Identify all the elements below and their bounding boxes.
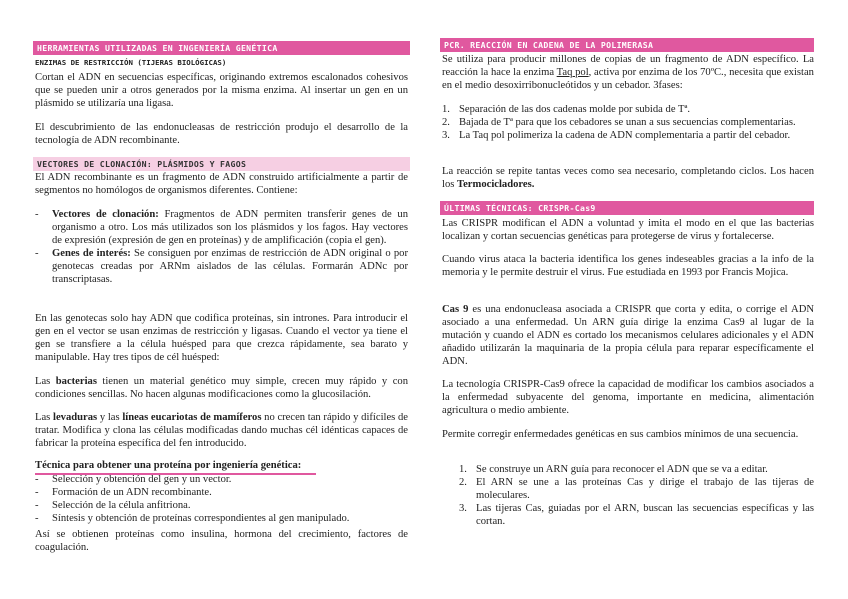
section-header-pcr: PCR. REACCIÓN EN CADENA DE LA POLIMERASA: [440, 38, 814, 52]
list-item: 3. La Taq pol polimeriza la cadena de ADN complementaria a partir del cebador.: [442, 129, 791, 141]
paragraph-crispr: Las CRISPR modifican el ADN a voluntad y imita el modo en el que las bacterias localizan y cortan secuencias genéticas para protegerse de virus y fortalecerse.: [442, 218, 814, 242]
list-crispr-steps: [459, 464, 814, 529]
paragraph-proteinas: Así se obtienen proteínas como insulina, hormona del crecimiento, factores de coagulación.: [35, 529, 408, 553]
section-header-vectores: VECTORES DE CLONACIÓN: PLÁSMIDOS Y FAGOS: [33, 157, 410, 171]
paragraph-enzimas: Cortan el ADN en secuencias específicas, originando extremos escalonados cohesivos que se pueden unir a otros generados por la misma enzima. Al insertar un gen en un plásmido se utilizaría una ligasa.: [35, 72, 408, 109]
paragraph-cas9: Cas 9 es una endonucleasa asociada a CRISPR que corta y edita, o corrige el ADN asociado a una enfermedad. Un ARN guía dirige la enzima Cas9 al lugar de la mutación y cuando el ADN es cortado los mecanismos celulares adicionales y el ADN añadido utilizarán la maquinaria de la propia célula para reparar específicamente el ADN.: [442, 304, 815, 367]
list-item: 2. El ARN se une a las proteínas Cas y dirige el trabajo de las tijeras de moleculares.: [459, 476, 814, 501]
paragraph-corregir: Permite corregir enfermedades genéticas en sus cambios mínimos de una secuencia.: [442, 429, 799, 440]
paragraph-adn-recombinante: El ADN recombinante es un fragmento de ADN construido artificialmente a partir de segmentos no homólogos de organismos diferentes. Contiene:: [35, 172, 408, 196]
list-pcr-phases: [442, 104, 814, 143]
list-item: - Genes de interés: Se consiguen por enzimas de restricción de ADN original o por genotecas creadas por ARNm aislados de las células. Formarán ADNc por transcriptasas.: [35, 247, 409, 285]
list-item: - Síntesis y obtención de proteínas correspondientes al gen manipulado.: [35, 512, 350, 524]
list-item: 3. Las tijeras Cas, guiadas por el ARN, buscan las secuencias específicas y las cortan.: [459, 502, 814, 527]
list-item: 2. Bajada de Tª para que los cebadores se unan a sus secuencias complementarias.: [442, 116, 796, 128]
list-item: - Vectores de clonación: Fragmentos de ADN permiten transferir genes de un organismo a otro. Los más utilizados son los plásmidos y los fagos. Hay vectores de expresión (expresión de gen en proteínas) y de amplificación (copia el gen).: [35, 209, 408, 246]
list-item: 1. Separación de las dos cadenas molde por subida de Tª.: [442, 104, 691, 115]
list-item: - Formación de un ADN recombinante.: [35, 486, 212, 498]
section-header-herramientas: HERRAMIENTAS UTILIZADAS EN INGENIERÍA GENÉTICA: [33, 41, 410, 55]
paragraph-genotecas: En las genotecas solo hay ADN que codifica proteínas, sin intrones. Para introducir el gen en el vector se usan enzimas de restricción y ligasas. Cuando el vector ya tiene el gen se transfiere a la célula huésped para que crezca rápidamente, sea barato y manipulable. Hay tres tipos de cél huésped:: [35, 313, 408, 363]
list-tecnica-steps: [35, 474, 408, 526]
list-item: - Selección de la célula anfitriona.: [35, 499, 191, 511]
paragraph-tecnologia: La tecnología CRISPR-Cas9 ofrece la capacidad de modificar los cambios asociados a la enfermedad subyacente del genoma, importante en medicina, alimentación agricultura o medio ambiente.: [442, 379, 814, 416]
list-item: 1. Se construye un ARN guía para reconocer el ADN que se va a editar.: [459, 464, 768, 475]
list-item: - Selección y obtención del gen y un vector.: [35, 474, 232, 485]
subheader-enzimas: ENZIMAS DE RESTRICCIÓN (TIJERAS BIOLÓGICAS): [35, 58, 227, 67]
paragraph-virus: Cuando virus ataca la bacteria identifica los genes indeseables gracias a la info de la memoria y le permite destruir el virus. Fue estudiada en 1993 por Francis Mojica.: [442, 254, 814, 278]
section-header-crispr: ÚLTIMAS TÉCNICAS: CRISPR-Cas9: [440, 201, 814, 215]
list-contiene: [35, 209, 408, 286]
paragraph-bacterias: Las bacterias tienen un material genético muy simple, crecen muy rápido y con condiciones sencillas. No hacen algunas modificaciones como la glucosilación.: [35, 376, 408, 400]
paragraph-descubrimiento: El descubrimiento de las endonucleasas de restricción produjo el desarrollo de la tecnología de ADN recombinante.: [35, 122, 408, 146]
paragraph-levaduras: Las levaduras y las líneas eucariotas de mamíferos no crecen tan rápido y difíciles de tratar. Modifica y clona las células modificadas dando muchas cél idénticas capaces de fabricar la proteína específica del fen introducido.: [35, 412, 408, 449]
paragraph-pcr: Se utiliza para producir millones de copias de un fragmento de ADN específico. La reacción la hace la enzima Taq pol, activa por enzima de los 70ºC., necesita que existan en el medio desoxirribonucleótidos y un cebador. 3fases:: [442, 54, 814, 91]
paragraph-termocicladores: La reacción se repite tantas veces como sea necesario, completando ciclos. Los hacen los Termocicladores.: [442, 166, 814, 190]
heading-tecnica: Técnica para obtener una proteína por ingeniería genética:: [35, 460, 302, 471]
